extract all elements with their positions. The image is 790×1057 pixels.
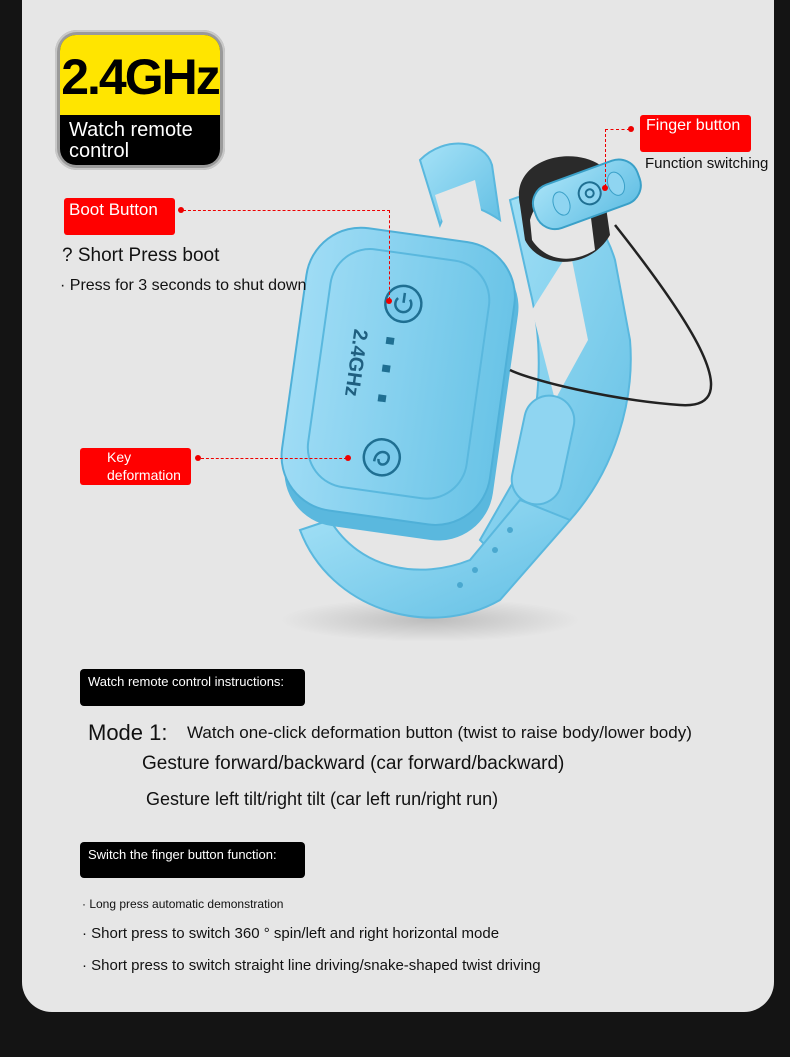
finger-button-label: Finger button <box>640 115 751 152</box>
finger-instructions-title: Switch the finger button function: <box>80 842 305 878</box>
finger-button-desc: Function switching <box>645 155 769 172</box>
badge-subtitle: Watch remote control <box>69 119 193 162</box>
boot-callout-line <box>183 210 390 211</box>
watch-instruction-line3: Gesture left tilt/right tilt (car left run/right run) <box>146 789 499 809</box>
finger-instruction-line1: · Long press automatic demonstration <box>82 897 284 911</box>
frequency-badge <box>55 30 225 170</box>
watch-body <box>272 221 527 548</box>
boot-button-desc2: · Press for 3 seconds to shut down <box>60 277 307 294</box>
key-target-dot <box>345 455 351 461</box>
finger-callout-line-v <box>605 129 606 187</box>
finger-target-dot <box>602 185 608 191</box>
device-screen-text: 2.4GHz <box>340 327 372 398</box>
finger-instruction-line2: · Short press to switch 360 ° spin/left and right horizontal mode <box>82 925 500 942</box>
mode-label: Mode 1: <box>88 720 168 745</box>
boot-callout-line-v <box>389 210 390 300</box>
badge-frequency: 2.4GHz <box>60 35 220 115</box>
badge-inner <box>60 35 220 165</box>
key-callout-line <box>201 458 347 459</box>
finger-instruction-line3: · Short press to switch straight line driving/snake-shaped twist driving <box>82 957 541 974</box>
watch-instructions-title: Watch remote control instructions: <box>80 669 305 706</box>
boot-target-dot <box>386 298 392 304</box>
watch-instruction-line1: Watch one-click deformation button (twist to raise body/lower body) <box>187 723 692 742</box>
key-deformation-label: Key deformation <box>80 448 191 485</box>
boot-button-label: Boot Button <box>64 198 175 235</box>
watch-remote-illustration <box>270 140 740 650</box>
boot-button-desc1: ? Short Press boot <box>62 245 220 266</box>
watch-instruction-line2: Gesture forward/backward (car forward/backward) <box>142 753 565 774</box>
finger-callout-line <box>605 129 630 130</box>
